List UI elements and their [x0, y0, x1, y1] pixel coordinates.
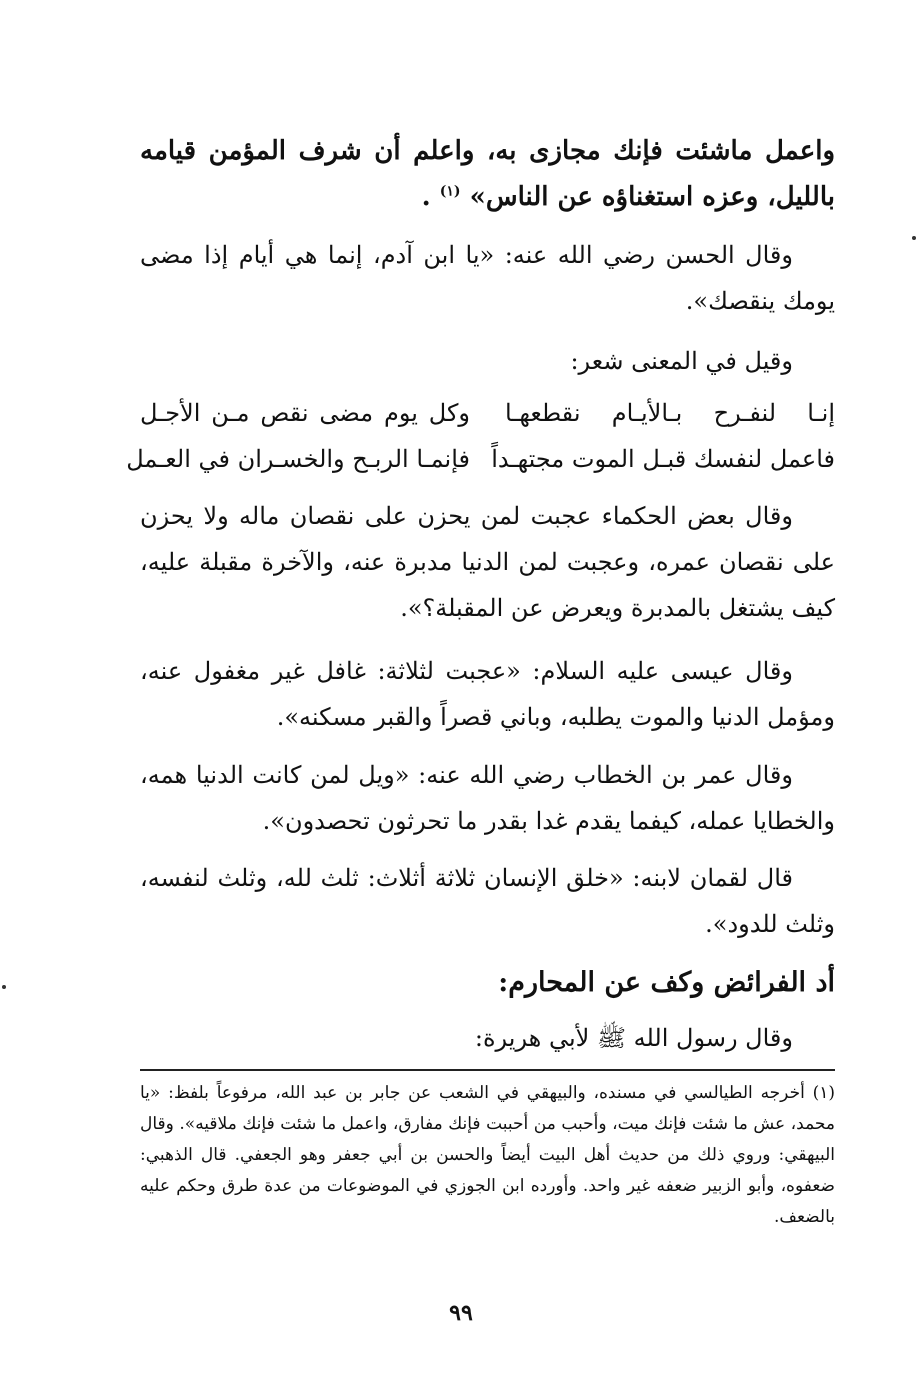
paragraph-hasan: وقال الحسن رضي الله عنه: «يا ابن آدم، إنما هي أيام إذا مضى يومك ينقصك». — [140, 241, 835, 315]
poem-verse — [126, 436, 835, 482]
page-number: ٩٩ — [449, 1300, 473, 1326]
paragraph-wise-men: وقال بعض الحكماء عجبت لمن يحزن على نقصان ماله ولا يحزن على نقصان عمره، وعجبت لمن الدنيا مدبرة عنه، والآخرة مقبلة عليه، كيف يشتغل بالمدبرة ويعرض عن المقبلة؟». — [140, 502, 835, 622]
footnote-divider — [140, 1069, 835, 1071]
section-heading: أد الفرائض وكف عن المحارم: — [498, 967, 835, 998]
bold-paragraph-end: . — [421, 182, 431, 212]
scan-speck — [912, 236, 916, 240]
paragraph-luqman: قال لقمان لابنه: «خلق الإنسان ثلاثة أثلاث: ثلث لله، وثلث لنفسه، وثلث للدود». — [140, 864, 835, 938]
poem-first-hemistich: إنـا لنفـرح بـالأيـام نقطعهـا — [505, 399, 835, 427]
footnote-reference: (١) — [439, 183, 461, 200]
bold-paragraph — [140, 128, 835, 220]
footnote: (١) أخرجه الطيالسي في مسنده، والبيهقي في الشعب عن جابر بن عبد الله، مرفوعاً بلفظ: «يا محمد، عش ما شئت فإنك ميت، وأحبب من أحببت فإنك مفارق، واعمل ما شئت فإنك ملاقيه». وقال البيهقي: وروي ذلك من حديث أهل البيت أيضاً والحسن بن أبي جعفر وهو الجعفي. قال الذهبي: ضعفوه، وأبو الزبير ضعفه غير واحد. وأورده ابن الجوزي في الموضوعات من عدة طرق وحكم عليه بالضعف. — [140, 1083, 835, 1227]
paragraph-isa: وقال عيسى عليه السلام: «عجبت لثلاثة: غافل غير مغفول عنه، ومؤمل الدنيا والموت يطلبه، وباني قصراً والقبر مسكنه». — [140, 657, 835, 731]
bold-paragraph-text: واعمل ماشئت فإنك مجازى به، واعلم أن شرف المؤمن قيامه بالليل، وعزه استغناؤه عن الناس» — [140, 136, 835, 212]
poem-verse — [140, 390, 835, 436]
poem — [126, 390, 835, 482]
paragraph-umar: وقال عمر بن الخطاب رضي الله عنه: «ويل لمن كانت الدنيا همه، والخطايا عمله، كيفما يقدم غدا بقدر ما تحرثون تحصدون». — [140, 761, 835, 835]
scan-speck — [2, 985, 6, 989]
paragraph-poem-intro: وقيل في المعنى شعر: — [570, 347, 793, 375]
paragraph-prophet: وقال رسول الله ﷺ لأبي هريرة: — [474, 1024, 793, 1052]
poem-second-hemistich: فإنمـا الربـح والخسـران في العـمل — [126, 445, 470, 473]
poem-second-hemistich: وكل يوم مضى نقص مـن الأجـل — [140, 399, 470, 427]
poem-first-hemistich: فاعمل لنفسك قبـل الموت مجتهـداً — [491, 445, 835, 473]
